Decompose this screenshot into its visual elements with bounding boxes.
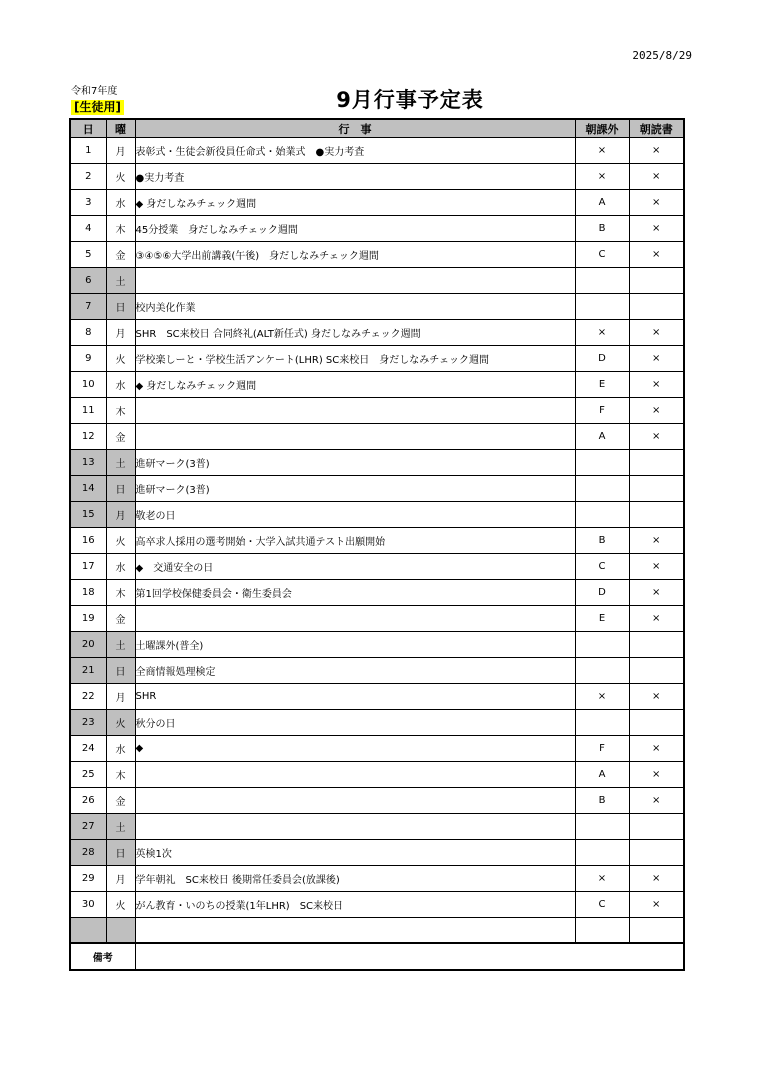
blank-reading-cell [629, 918, 684, 944]
event-cell: ◆ 身だしなみチェック週間 [135, 372, 575, 398]
schedule-row [70, 554, 684, 580]
morning-extra-cell: F [575, 736, 629, 762]
event-cell: 英検1次 [135, 840, 575, 866]
morning-extra-cell: C [575, 554, 629, 580]
event-cell: 第1回学校保健委員会・衛生委員会 [135, 580, 575, 606]
morning-extra-cell [575, 268, 629, 294]
weekday-cell: 水 [106, 372, 135, 398]
schedule-row [70, 190, 684, 216]
weekday-cell: 木 [106, 580, 135, 606]
schedule-row [70, 762, 684, 788]
day-cell: 26 [70, 788, 106, 814]
page-title: 9月行事予定表 [336, 88, 484, 112]
day-cell: 5 [70, 242, 106, 268]
weekday-cell: 金 [106, 424, 135, 450]
day-cell: 2 [70, 164, 106, 190]
weekday-cell: 火 [106, 164, 135, 190]
morning-reading-cell [629, 268, 684, 294]
day-cell: 12 [70, 424, 106, 450]
morning-reading-cell [629, 710, 684, 736]
day-cell: 17 [70, 554, 106, 580]
morning-extra-cell: A [575, 190, 629, 216]
weekday-cell: 月 [106, 866, 135, 892]
morning-reading-cell: × [629, 398, 684, 424]
morning-extra-cell: E [575, 372, 629, 398]
event-cell: 敬老の日 [135, 502, 575, 528]
event-cell [135, 788, 575, 814]
schedule-row [70, 268, 684, 294]
header-morning-reading: 朝読書 [629, 119, 684, 138]
morning-reading-cell [629, 294, 684, 320]
event-cell: SHR SC来校日 合同終礼(ALT新任式) 身だしなみチェック週間 [135, 320, 575, 346]
morning-extra-cell: A [575, 424, 629, 450]
morning-extra-cell: × [575, 164, 629, 190]
schedule-row [70, 606, 684, 632]
day-cell: 10 [70, 372, 106, 398]
day-cell: 24 [70, 736, 106, 762]
schedule-row [70, 138, 684, 164]
morning-extra-cell: B [575, 216, 629, 242]
morning-reading-cell: × [629, 866, 684, 892]
event-cell: 45分授業 身だしなみチェック週間 [135, 216, 575, 242]
schedule-row [70, 710, 684, 736]
event-cell: 校内美化作業 [135, 294, 575, 320]
header-weekday: 曜 [106, 119, 135, 138]
weekday-cell: 日 [106, 476, 135, 502]
schedule-row [70, 216, 684, 242]
school-year: 令和7年度 [71, 86, 118, 97]
schedule-row [70, 788, 684, 814]
morning-reading-cell: × [629, 606, 684, 632]
print-date: 2025/8/29 [632, 49, 692, 62]
schedule-row [70, 866, 684, 892]
day-cell: 29 [70, 866, 106, 892]
schedule-row [70, 372, 684, 398]
weekday-cell: 火 [106, 346, 135, 372]
header-event: 行 事 [135, 119, 575, 138]
morning-extra-cell: × [575, 866, 629, 892]
morning-reading-cell: × [629, 216, 684, 242]
weekday-cell: 金 [106, 606, 135, 632]
schedule-row [70, 164, 684, 190]
morning-reading-cell: × [629, 190, 684, 216]
morning-extra-cell: C [575, 242, 629, 268]
weekday-cell: 水 [106, 554, 135, 580]
morning-extra-cell: × [575, 320, 629, 346]
morning-reading-cell: × [629, 788, 684, 814]
morning-extra-cell: F [575, 398, 629, 424]
remarks-cell [135, 943, 684, 970]
morning-reading-cell [629, 814, 684, 840]
morning-extra-cell [575, 476, 629, 502]
event-cell: 表彰式・生徒会新役員任命式・始業式 ●実力考査 [135, 138, 575, 164]
morning-extra-cell: B [575, 528, 629, 554]
weekday-cell: 月 [106, 320, 135, 346]
morning-extra-cell [575, 710, 629, 736]
schedule-row [70, 346, 684, 372]
event-cell: ●実力考査 [135, 164, 575, 190]
morning-extra-cell: E [575, 606, 629, 632]
morning-reading-cell [629, 658, 684, 684]
morning-extra-cell: × [575, 684, 629, 710]
weekday-cell: 月 [106, 684, 135, 710]
schedule-row [70, 658, 684, 684]
event-cell: ◆ 交通安全の日 [135, 554, 575, 580]
morning-reading-cell: × [629, 580, 684, 606]
day-cell: 11 [70, 398, 106, 424]
weekday-cell: 土 [106, 814, 135, 840]
event-cell [135, 814, 575, 840]
day-cell: 15 [70, 502, 106, 528]
blank-row [70, 918, 684, 944]
morning-reading-cell: × [629, 736, 684, 762]
weekday-cell: 水 [106, 190, 135, 216]
remarks-row [70, 943, 684, 970]
morning-reading-cell: × [629, 138, 684, 164]
morning-reading-cell [629, 476, 684, 502]
day-cell: 1 [70, 138, 106, 164]
weekday-cell: 月 [106, 502, 135, 528]
event-cell: がん教育・いのちの授業(1年LHR) SC来校日 [135, 892, 575, 918]
day-cell: 18 [70, 580, 106, 606]
morning-reading-cell: × [629, 892, 684, 918]
schedule-row [70, 814, 684, 840]
schedule-table [69, 118, 685, 971]
morning-reading-cell: × [629, 346, 684, 372]
header-row [70, 119, 684, 138]
schedule-row [70, 502, 684, 528]
event-cell: ③④⑤⑥大学出前講義(午後) 身だしなみチェック週間 [135, 242, 575, 268]
morning-reading-cell: × [629, 762, 684, 788]
weekday-cell: 金 [106, 788, 135, 814]
morning-reading-cell: × [629, 242, 684, 268]
schedule-row [70, 476, 684, 502]
weekday-cell: 木 [106, 762, 135, 788]
morning-extra-cell [575, 294, 629, 320]
day-cell: 28 [70, 840, 106, 866]
blank-extra-cell [575, 918, 629, 944]
remarks-label: 備考 [70, 943, 135, 970]
day-cell: 9 [70, 346, 106, 372]
weekday-cell: 日 [106, 294, 135, 320]
day-cell: 16 [70, 528, 106, 554]
day-cell: 30 [70, 892, 106, 918]
morning-extra-cell: C [575, 892, 629, 918]
event-cell: 学校楽しーと・学校生活アンケート(LHR) SC来校日 身だしなみチェック週間 [135, 346, 575, 372]
day-cell: 4 [70, 216, 106, 242]
weekday-cell: 火 [106, 710, 135, 736]
schedule-row [70, 632, 684, 658]
day-cell: 20 [70, 632, 106, 658]
event-cell [135, 268, 575, 294]
morning-extra-cell: A [575, 762, 629, 788]
weekday-cell: 土 [106, 632, 135, 658]
event-cell [135, 762, 575, 788]
day-cell: 8 [70, 320, 106, 346]
morning-reading-cell: × [629, 164, 684, 190]
event-cell: ◆ 身だしなみチェック週間 [135, 190, 575, 216]
weekday-cell: 木 [106, 216, 135, 242]
morning-extra-cell [575, 814, 629, 840]
weekday-cell: 火 [106, 528, 135, 554]
schedule-row [70, 736, 684, 762]
schedule-row [70, 450, 684, 476]
event-cell: 土曜課外(普全) [135, 632, 575, 658]
weekday-cell: 土 [106, 450, 135, 476]
event-cell: 学年朝礼 SC来校日 後期常任委員会(放課後) [135, 866, 575, 892]
schedule-row [70, 398, 684, 424]
schedule-row [70, 320, 684, 346]
morning-extra-cell [575, 632, 629, 658]
weekday-cell: 土 [106, 268, 135, 294]
schedule-row [70, 242, 684, 268]
morning-extra-cell [575, 658, 629, 684]
day-cell: 23 [70, 710, 106, 736]
morning-extra-cell [575, 450, 629, 476]
day-cell: 19 [70, 606, 106, 632]
weekday-cell: 木 [106, 398, 135, 424]
day-cell: 21 [70, 658, 106, 684]
morning-reading-cell [629, 502, 684, 528]
morning-reading-cell: × [629, 424, 684, 450]
schedule-row [70, 840, 684, 866]
header-day: 日 [70, 119, 106, 138]
event-cell: 進研マーク(3普) [135, 476, 575, 502]
day-cell: 13 [70, 450, 106, 476]
morning-reading-cell: × [629, 320, 684, 346]
schedule-row [70, 528, 684, 554]
day-cell: 3 [70, 190, 106, 216]
event-cell: SHR [135, 684, 575, 710]
blank-dow-cell [106, 918, 135, 944]
header-morning-extra: 朝課外 [575, 119, 629, 138]
weekday-cell: 日 [106, 658, 135, 684]
morning-extra-cell [575, 502, 629, 528]
weekday-cell: 火 [106, 892, 135, 918]
event-cell [135, 424, 575, 450]
day-cell: 14 [70, 476, 106, 502]
blank-day-cell [70, 918, 106, 944]
event-cell [135, 398, 575, 424]
morning-extra-cell [575, 840, 629, 866]
morning-reading-cell: × [629, 528, 684, 554]
schedule-row [70, 580, 684, 606]
schedule-row [70, 684, 684, 710]
day-cell: 7 [70, 294, 106, 320]
schedule-row [70, 892, 684, 918]
day-cell: 6 [70, 268, 106, 294]
event-cell: 全商情報処理検定 [135, 658, 575, 684]
weekday-cell: 月 [106, 138, 135, 164]
morning-reading-cell: × [629, 684, 684, 710]
morning-reading-cell [629, 450, 684, 476]
morning-reading-cell [629, 632, 684, 658]
weekday-cell: 金 [106, 242, 135, 268]
weekday-cell: 日 [106, 840, 135, 866]
day-cell: 27 [70, 814, 106, 840]
event-cell: 進研マーク(3普) [135, 450, 575, 476]
weekday-cell: 水 [106, 736, 135, 762]
event-cell: 高卒求人採用の選考開始・大学入試共通テスト出願開始 [135, 528, 575, 554]
morning-reading-cell [629, 840, 684, 866]
event-cell: ◆ [135, 736, 575, 762]
morning-extra-cell: D [575, 346, 629, 372]
event-cell [135, 606, 575, 632]
morning-reading-cell: × [629, 554, 684, 580]
schedule-row [70, 294, 684, 320]
day-cell: 25 [70, 762, 106, 788]
blank-event-cell [135, 918, 575, 944]
day-cell: 22 [70, 684, 106, 710]
morning-extra-cell: × [575, 138, 629, 164]
usage-label: [生徒用] [71, 100, 124, 115]
morning-extra-cell: B [575, 788, 629, 814]
morning-reading-cell: × [629, 372, 684, 398]
morning-extra-cell: D [575, 580, 629, 606]
event-cell: 秋分の日 [135, 710, 575, 736]
schedule-row [70, 424, 684, 450]
